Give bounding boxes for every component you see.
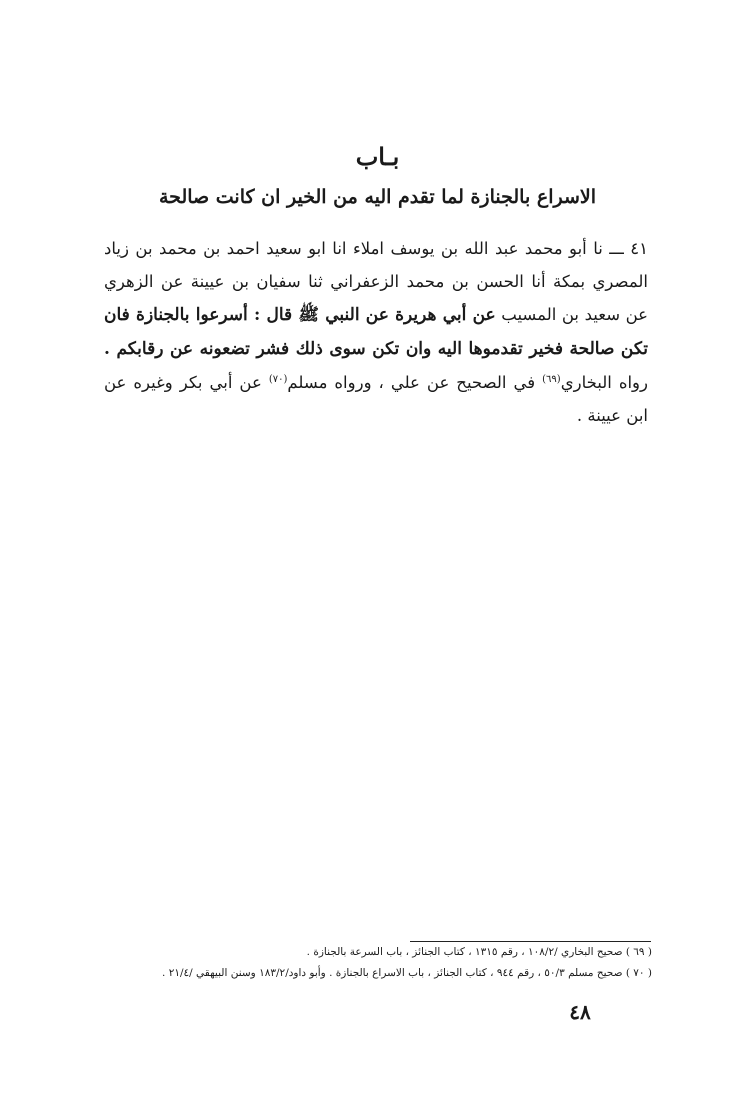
footnote-70: ( ٧٠ ) صحيح مسلم ٥٠/٣ ، رقم ٩٤٤ ، كتاب الجنائز ، باب الاسراع بالجنازة . وأبو داود/١٨٣/٢ وسنن البيهقي /٢١/٤ . — [162, 967, 652, 979]
footnote-ref-70: (٧٠) — [268, 374, 288, 385]
footnotes — [104, 942, 652, 984]
footnote-69: ( ٦٩ ) صحيح البخاري /١٠٨/٢ ، رقم ١٣١٥ ، كتاب الجنائز ، باب السرعة بالجنازة . — [306, 946, 652, 958]
hadith-text — [104, 232, 648, 432]
hadith-matn: عن أبي هريرة عن النبي ﷺ قال : أسرعوا بالجنازة فان تكن صالحة فخير تقدموها اليه وان تكن سوى ذلك فشر تضعونه عن رقابكم . — [104, 305, 648, 359]
hadith-source-2: في الصحيح عن علي ، ورواه مسلم — [287, 373, 536, 392]
hadith-chain: ٤١ ـــ نا أبو محمد عبد الله بن يوسف املاء انا ابو سعيد احمد بن محمد بن زياد المصري بمكة أنا الحسن بن محمد الزعفراني ثنا سفيان بن عيينة عن الزهري عن سعيد بن المسيب — [104, 239, 648, 324]
page-number: ٤٨ — [569, 1000, 591, 1024]
chapter-heading: بـاب — [355, 142, 400, 171]
footnote-ref-69: (٦٩) — [542, 374, 561, 385]
section-title: الاسراع بالجنازة لما تقدم اليه من الخير ان كانت صالحة — [159, 186, 596, 208]
hadith-source-1: رواه البخاري — [560, 373, 648, 392]
hadith-source-3: عن أبي بكر وغيره عن ابن عيينة . — [104, 373, 648, 425]
